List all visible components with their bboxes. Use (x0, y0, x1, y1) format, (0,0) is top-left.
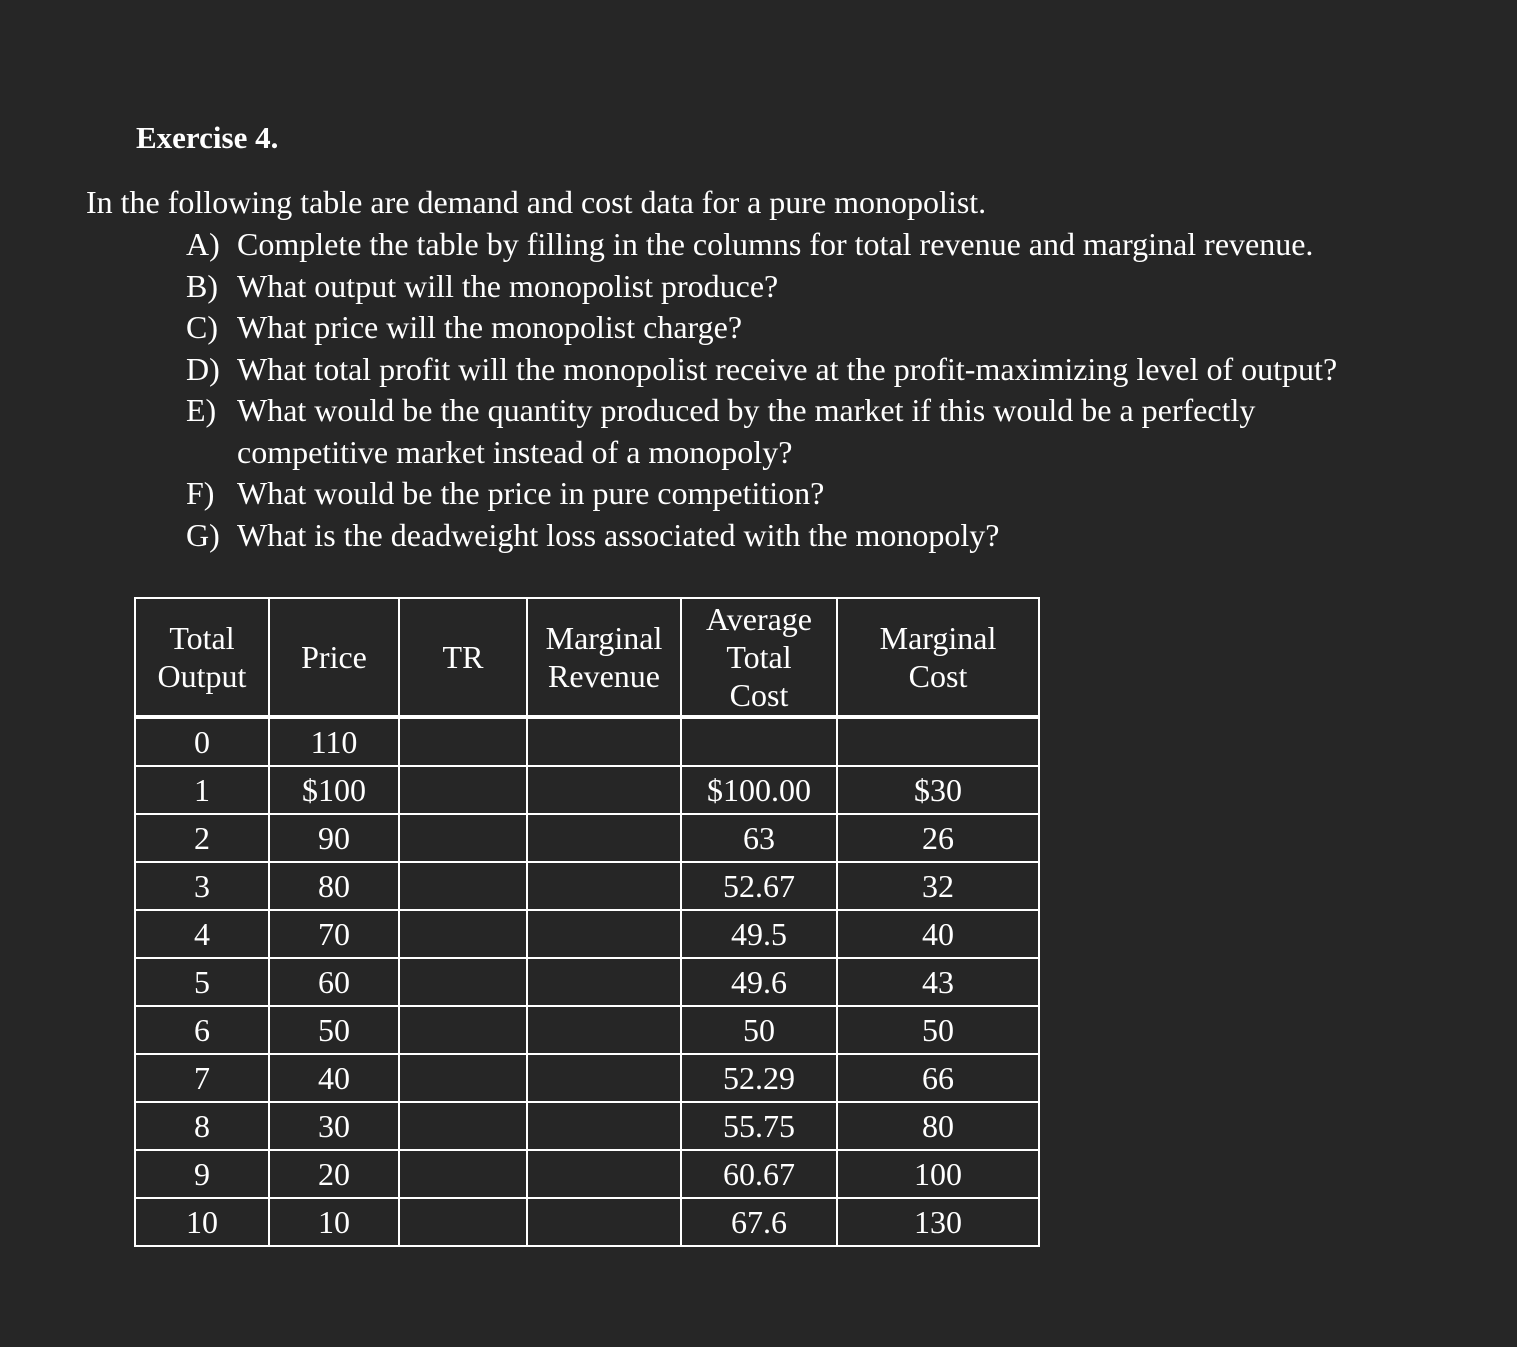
question-item (186, 473, 1367, 515)
cell-tr (399, 717, 527, 766)
header-text: Price (301, 639, 367, 675)
table-row (135, 1198, 1039, 1246)
cell-output: 6 (135, 1006, 269, 1054)
cell-atc: 52.67 (681, 862, 837, 910)
cell-tr (399, 1102, 527, 1150)
question-text: What total profit will the monopolist receive at the profit-maximizing level of output? (237, 350, 1338, 387)
cell-price: 30 (269, 1102, 399, 1150)
cell-price: 110 (269, 717, 399, 766)
cell-tr (399, 1198, 527, 1246)
header-total-output (135, 598, 269, 717)
cell-tr (399, 1150, 527, 1198)
cell-tr (399, 958, 527, 1006)
header-text: Cost (729, 677, 789, 713)
cell-mc: $30 (837, 766, 1039, 814)
header-text: Cost (908, 658, 968, 694)
cell-mc: 26 (837, 814, 1039, 862)
cell-mr (527, 1006, 681, 1054)
question-letter: D) (186, 350, 220, 387)
cell-tr (399, 1006, 527, 1054)
cell-mc: 50 (837, 1006, 1039, 1054)
header-text: Marginal (545, 620, 663, 656)
intro-text: In the following table are demand and cost data for a pure monopolist. (86, 184, 987, 220)
question-item (186, 307, 1367, 349)
header-marginal-revenue (527, 598, 681, 717)
header-text: Total (169, 620, 235, 656)
cell-mc: 43 (837, 958, 1039, 1006)
cell-output: 4 (135, 910, 269, 958)
monopolist-data-table (134, 597, 1040, 1247)
cell-output: 7 (135, 1054, 269, 1102)
question-list (186, 224, 1367, 556)
cell-output: 9 (135, 1150, 269, 1198)
header-text: Marginal (879, 620, 997, 656)
cell-mc: 100 (837, 1150, 1039, 1198)
cell-price: 20 (269, 1150, 399, 1198)
question-text: What output will the monopolist produce? (237, 267, 779, 304)
question-item (186, 224, 1367, 266)
header-text: TR (442, 639, 484, 675)
cell-mc: 66 (837, 1054, 1039, 1102)
cell-atc: $100.00 (681, 766, 837, 814)
cell-mr (527, 958, 681, 1006)
cell-output: 10 (135, 1198, 269, 1246)
cell-output: 1 (135, 766, 269, 814)
question-item (186, 349, 1367, 391)
header-tr (399, 598, 527, 717)
question-item (186, 515, 1367, 557)
cell-mc: 32 (837, 862, 1039, 910)
cell-price: 60 (269, 958, 399, 1006)
table-row (135, 1006, 1039, 1054)
cell-mc: 80 (837, 1102, 1039, 1150)
cell-atc: 60.67 (681, 1150, 837, 1198)
header-text: Total (726, 639, 792, 675)
cell-price: 70 (269, 910, 399, 958)
cell-mc: 130 (837, 1198, 1039, 1246)
cell-mr (527, 1102, 681, 1150)
cell-atc: 63 (681, 814, 837, 862)
table-row (135, 1054, 1039, 1102)
cell-atc: 55.75 (681, 1102, 837, 1150)
header-text: Revenue (548, 658, 660, 694)
question-text: What is the deadweight loss associated with the monopoly? (237, 516, 1000, 553)
cell-tr (399, 814, 527, 862)
question-text: What would be the price in pure competition? (237, 475, 825, 511)
table-row (135, 1102, 1039, 1150)
question-letter: C) (186, 309, 218, 345)
cell-price: 10 (269, 1198, 399, 1246)
cell-mc: 40 (837, 910, 1039, 958)
cell-mr (527, 766, 681, 814)
exercise-title: Exercise 4. (136, 120, 279, 155)
table-row (135, 958, 1039, 1006)
question-item (186, 266, 1367, 308)
cell-tr (399, 862, 527, 910)
cell-atc: 50 (681, 1006, 837, 1054)
header-price (269, 598, 399, 717)
question-letter: G) (186, 516, 220, 553)
table-row (135, 1150, 1039, 1198)
cell-output: 2 (135, 814, 269, 862)
cell-mr (527, 1150, 681, 1198)
cell-mr (527, 910, 681, 958)
table-header-row (135, 598, 1039, 717)
question-text: Complete the table by filling in the columns for total revenue and marginal revenue. (237, 226, 1314, 262)
header-marginal-cost (837, 598, 1039, 717)
cell-tr (399, 910, 527, 958)
cell-price: 90 (269, 814, 399, 862)
table-row (135, 910, 1039, 958)
cell-atc: 49.6 (681, 958, 837, 1006)
header-average-total-cost (681, 598, 837, 717)
table-row (135, 717, 1039, 766)
cell-tr (399, 1054, 527, 1102)
question-letter: A) (186, 226, 220, 262)
cell-price: $100 (269, 766, 399, 814)
cell-mr (527, 717, 681, 766)
cell-atc (681, 717, 837, 766)
cell-atc: 49.5 (681, 910, 837, 958)
cell-mr (527, 862, 681, 910)
table-row (135, 862, 1039, 910)
cell-output: 5 (135, 958, 269, 1006)
cell-mr (527, 1198, 681, 1246)
cell-output: 8 (135, 1102, 269, 1150)
header-text: Average (706, 601, 812, 637)
cell-atc: 52.29 (681, 1054, 837, 1102)
cell-price: 50 (269, 1006, 399, 1054)
cell-mr (527, 1054, 681, 1102)
table-row (135, 814, 1039, 862)
header-text: Output (157, 658, 247, 694)
cell-atc: 67.6 (681, 1198, 837, 1246)
cell-output: 0 (135, 717, 269, 766)
cell-output: 3 (135, 862, 269, 910)
question-letter: B) (186, 267, 218, 304)
question-letter: E) (186, 392, 217, 428)
question-text: What would be the quantity produced by the market if this would be a perfectly competitive market instead of a monopoly? (237, 392, 1256, 470)
cell-mc (837, 717, 1039, 766)
table-row (135, 766, 1039, 814)
question-letter: F) (186, 475, 215, 511)
cell-tr (399, 766, 527, 814)
cell-price: 80 (269, 862, 399, 910)
question-text: What price will the monopolist charge? (237, 309, 743, 345)
cell-mr (527, 814, 681, 862)
question-item (186, 390, 1367, 473)
cell-price: 40 (269, 1054, 399, 1102)
